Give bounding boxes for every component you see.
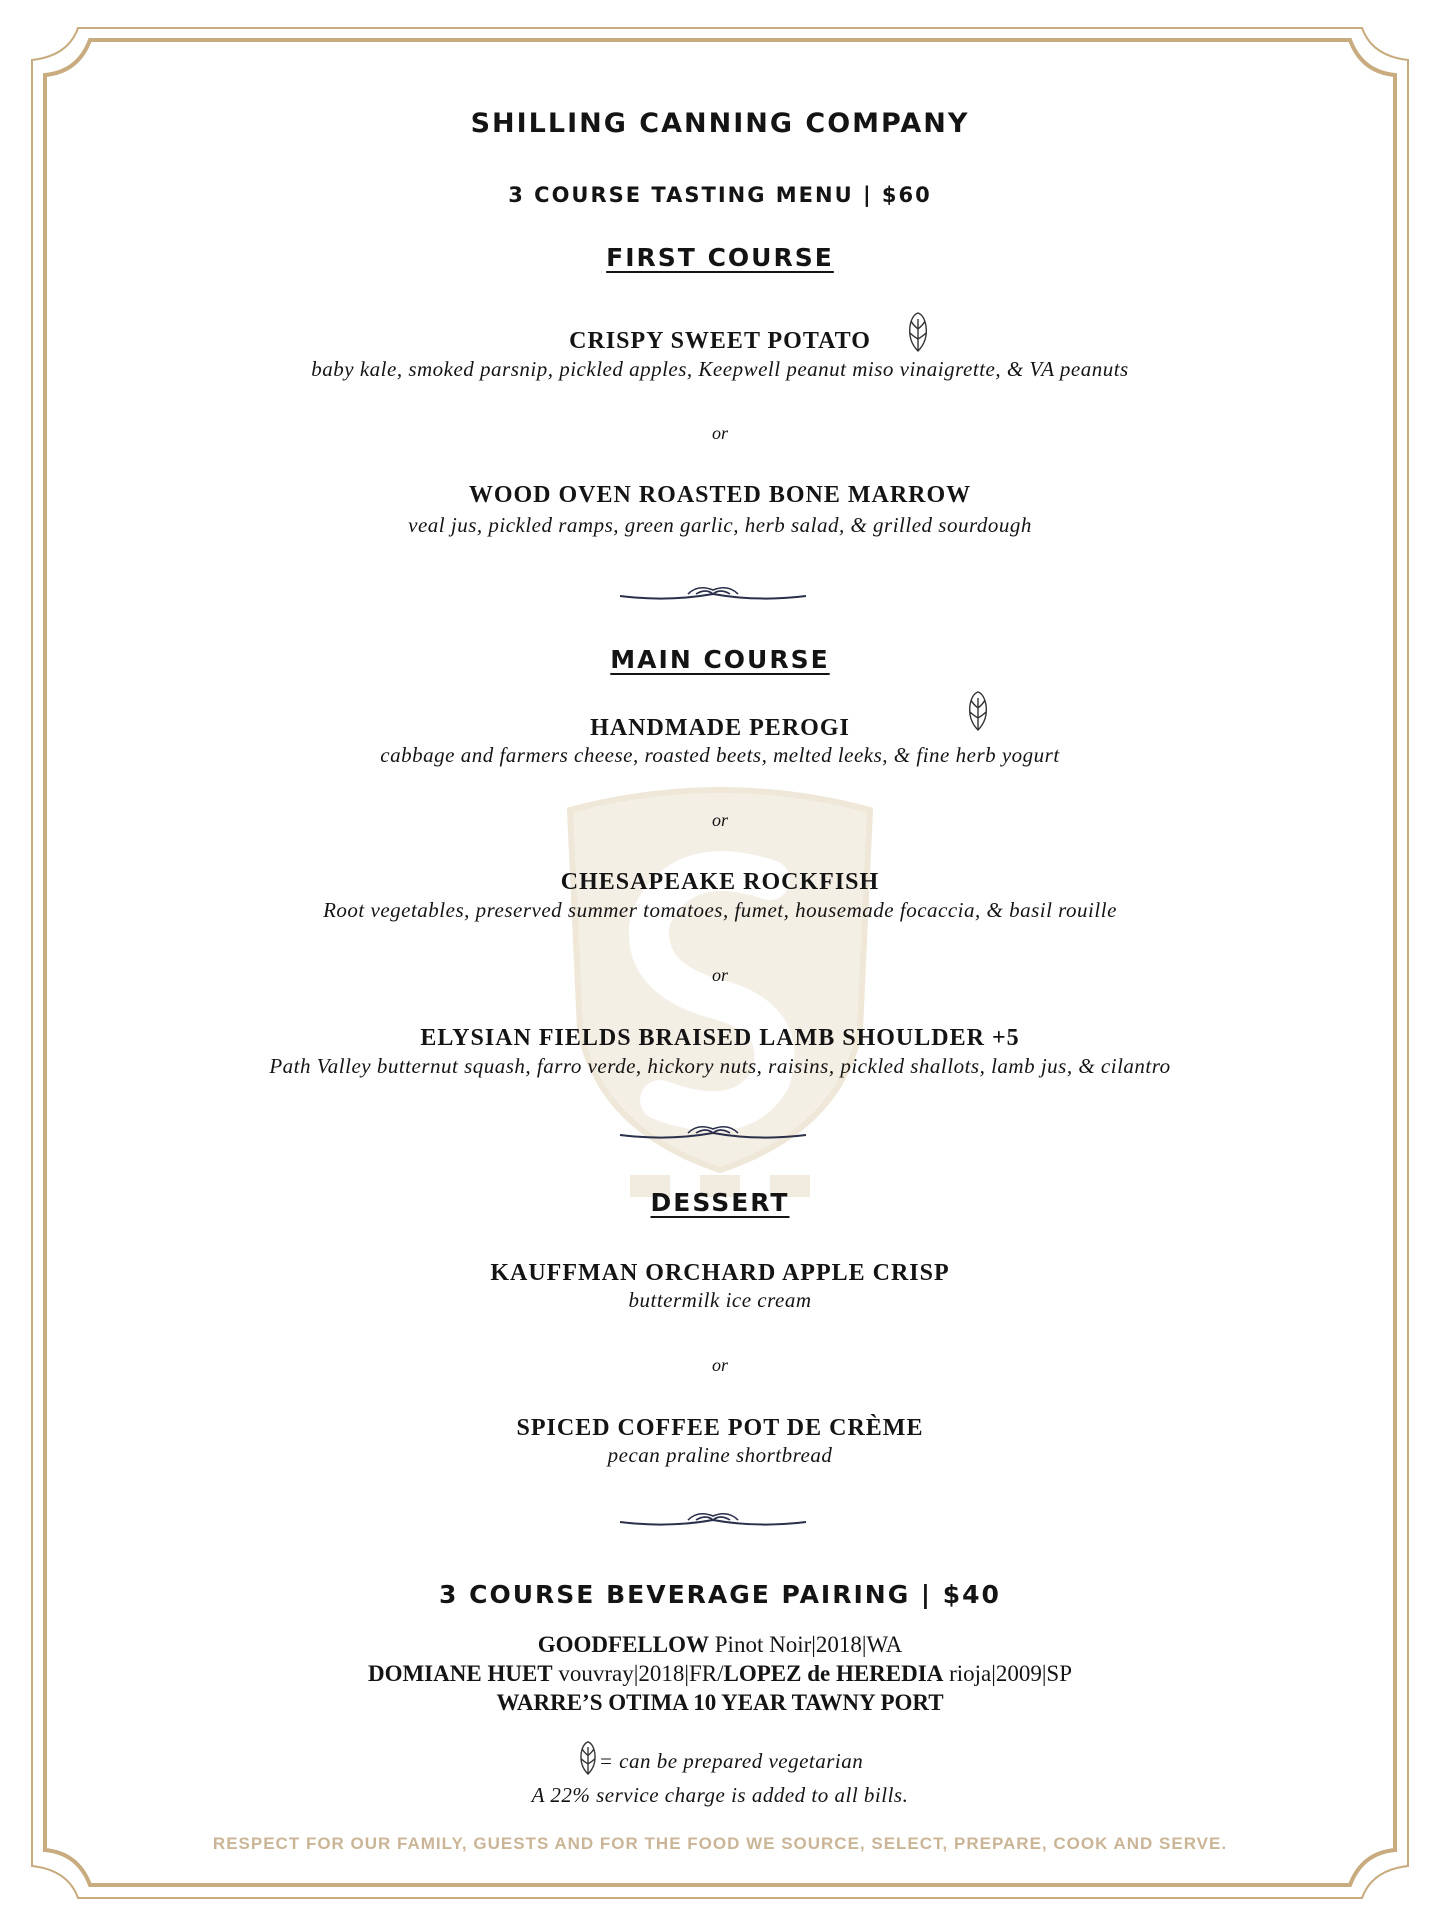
pairing-line-3: [0, 1690, 1440, 1716]
or-separator: or: [711, 810, 728, 830]
pairing-line-1: [0, 1632, 1440, 1658]
dish-name: KAUFFMAN ORCHARD APPLE CRISP: [490, 1260, 950, 1286]
dish-description: cabbage and farmers cheese, roasted beets, melted leeks, & fine herb yogurt: [380, 743, 1060, 767]
service-charge-note: A 22% service charge is added to all bills.: [531, 1783, 909, 1807]
dish-name: CHESAPEAKE ROCKFISH: [560, 869, 880, 895]
legend-text: = can be prepared vegetarian: [598, 1749, 864, 1773]
main-course-heading: MAIN COURSE: [610, 645, 830, 674]
wine-details: rioja|2009|SP: [943, 1661, 1073, 1686]
wine-name: DOMIANE HUET: [367, 1661, 553, 1686]
restaurant-title: SHILLING CANNING COMPANY: [470, 108, 970, 139]
dish-description: Path Valley butternut squash, farro verde, hickory nuts, raisins, pickled shallots, lamb jus, & cilantro: [269, 1054, 1171, 1078]
footer-motto: RESPECT FOR OUR FAMILY, GUESTS AND FOR THE FOOD WE SOURCE, SELECT, PREPARE, COOK AND SERVE.: [212, 1834, 1228, 1853]
dessert-heading: DESSERT: [650, 1188, 790, 1217]
pairing-line-2: [0, 1661, 1440, 1687]
wine-details: vouvray|2018|FR/: [552, 1661, 724, 1686]
leaf-vegetarian-icon: [905, 311, 931, 353]
dish-description: pecan praline shortbread: [607, 1443, 833, 1467]
dish-name: ELYSIAN FIELDS BRAISED LAMB SHOULDER +5: [420, 1025, 1020, 1051]
wine-name: LOPEZ de HEREDIA: [723, 1661, 944, 1686]
ornamental-divider: [618, 1508, 808, 1532]
first-course-heading: FIRST COURSE: [606, 243, 834, 272]
wine-details: Pinot Noir|2018|WA: [709, 1632, 903, 1657]
dish-description: Root vegetables, preserved summer tomatoes, fumet, housemade focaccia, & basil rouille: [323, 898, 1117, 922]
or-separator: or: [711, 1355, 728, 1375]
dish-name: WOOD OVEN ROASTED BONE MARROW: [468, 482, 972, 508]
or-separator: or: [711, 965, 728, 985]
port-name: WARRE’S OTIMA 10 YEAR TAWNY PORT: [496, 1690, 944, 1715]
dish-description: buttermilk ice cream: [628, 1288, 812, 1312]
or-separator: or: [711, 423, 728, 443]
dish-description: veal jus, pickled ramps, green garlic, herb salad, & grilled sourdough: [408, 513, 1032, 537]
tasting-menu-price: 3 COURSE TASTING MENU | $60: [508, 183, 932, 207]
vegetarian-legend: [0, 1740, 1440, 1776]
dish-name: HANDMADE PEROGI: [590, 715, 850, 741]
dish-name: SPICED COFFEE POT DE CRÈME: [516, 1415, 924, 1441]
dish-name: CRISPY SWEET POTATO: [569, 328, 871, 354]
beverage-pairing-heading: 3 COURSE BEVERAGE PAIRING | $40: [439, 1580, 1001, 1609]
wine-name: GOODFELLOW: [537, 1632, 710, 1657]
leaf-vegetarian-icon: [965, 690, 991, 732]
ornamental-divider: [618, 582, 808, 606]
dish-description: baby kale, smoked parsnip, pickled apples, Keepwell peanut miso vinaigrette, & VA peanuts: [311, 357, 1129, 381]
leaf-vegetarian-icon: [577, 1740, 599, 1776]
ornamental-divider: [618, 1121, 808, 1145]
